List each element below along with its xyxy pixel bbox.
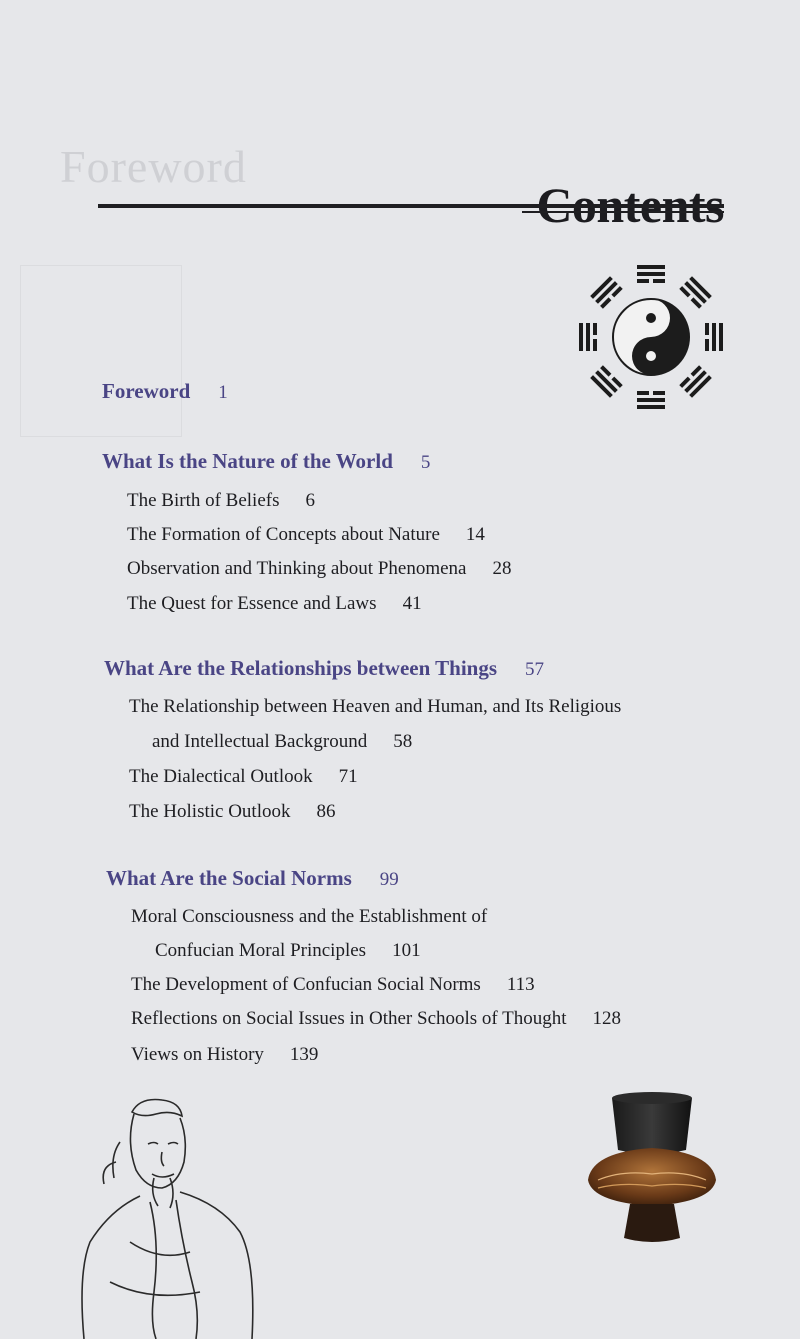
item-label: The Development of Confucian Social Norms [131,974,481,995]
toc-item[interactable] [131,906,487,928]
item-label: The Birth of Beliefs [127,490,280,511]
item-label: Reflections on Social Issues in Other Schools of Thought [131,1008,567,1029]
toc-item-continued[interactable] [152,731,412,753]
item-page: 86 [316,801,336,822]
item-page: 71 [338,766,358,787]
item-page: 28 [492,558,512,579]
item-label: The Holistic Outlook [129,801,291,822]
item-label-line2: Confucian Moral Principles [155,940,367,961]
bleed-through-panel [20,265,182,437]
item-page: 41 [402,593,422,614]
bagua-yin-yang-icon [576,262,726,412]
toc-item[interactable] [131,1044,318,1066]
item-label: Views on History [131,1044,264,1065]
toc-item[interactable] [131,1008,621,1030]
bleed-through-text: Foreword [60,141,247,192]
item-label: The Dialectical Outlook [129,766,313,787]
item-label: The Quest for Essence and Laws [127,593,377,614]
toc-foreword-page: 1 [218,382,228,403]
item-page: 6 [305,490,315,511]
toc-item[interactable] [129,696,621,718]
toc-foreword[interactable] [102,379,228,404]
section-page: 5 [420,452,431,473]
item-label-line1: Moral Consciousness and the Establishment of [131,906,488,927]
item-page: 128 [592,1008,622,1029]
title-rule-thin [522,211,724,213]
toc-item[interactable] [129,766,358,788]
sage-illustration [70,1092,270,1339]
toc-item[interactable] [127,524,485,546]
toc-item[interactable] [127,490,315,512]
item-label: Observation and Thinking about Phenomena [127,558,467,579]
toc-item[interactable] [127,558,511,580]
section-page: 57 [525,659,545,680]
toc-section-nature[interactable] [102,449,430,474]
section-page: 99 [379,869,399,890]
bronze-vessel-image [582,1090,722,1250]
toc-section-relationships[interactable] [104,656,544,681]
toc-section-social[interactable] [106,866,399,891]
item-page: 113 [506,974,535,995]
item-page: 14 [465,524,485,545]
section-label: What Is the Nature of the World [102,449,393,473]
item-page: 58 [393,731,413,752]
section-label: What Are the Social Norms [106,866,352,890]
item-label: The Formation of Concepts about Nature [127,524,440,545]
section-label: What Are the Relationships between Things [104,656,498,680]
toc-foreword-label: Foreword [102,379,191,403]
item-label-line1: The Relationship between Heaven and Human, and Its Religious [129,696,622,717]
item-page: 139 [289,1044,319,1065]
item-label-line2: and Intellectual Background [152,731,368,752]
toc-item-continued[interactable] [155,940,421,962]
toc-item[interactable] [131,974,535,996]
toc-item[interactable] [129,801,335,823]
title-rule-thick [98,204,724,208]
item-page: 101 [392,940,421,961]
toc-item[interactable] [127,593,422,615]
